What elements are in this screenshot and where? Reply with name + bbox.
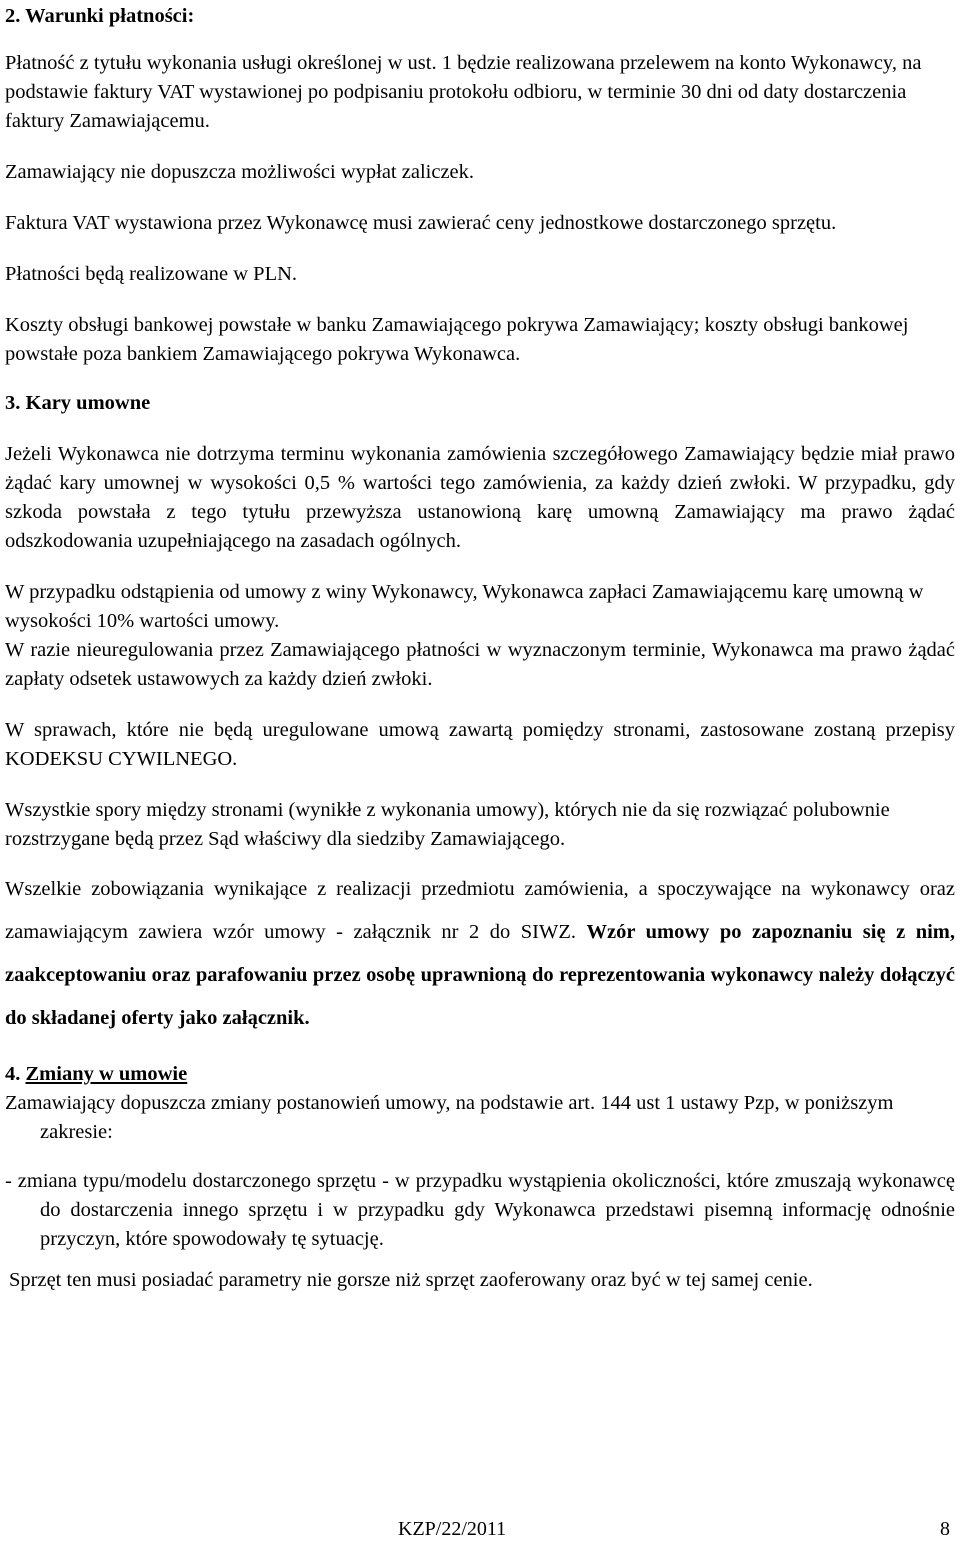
payment-terms-paragraph: Płatność z tytułu wykonania usługi określonej w ust. 1 będzie realizowana przelewem na konto Wykonawcy, na podstawie faktury VAT wystawionej po podpisaniu protokołu odbioru, w terminie 30 dni od daty dostarczenia faktury Zamawiającemu. — [5, 52, 922, 132]
section-3-heading: 3. Kary umowne — [5, 392, 151, 414]
withdrawal-penalty-paragraph: W przypadku odstąpienia od umowy z winy Wykonawcy, Wykonawca zapłaci Zamawiającemu karę umowną w wysokości 10% wartości umowy. — [5, 581, 924, 632]
changes-bullet-item: - zmiana typu/modelu dostarczonego sprzętu - w przypadku wystąpienia okoliczności, które zmuszają wykonawcę do dostarczenia innego sprzętu i w przypadku gdy Wykonawca przedstawi pisemną informację odnośnie przyczyn, które spowodowały tę sytuację. — [5, 1170, 955, 1250]
obligations-text: Wszelkie zobowiązania wynikające z realizacji przedmiotu zamówienia, a spoczywające na wykonawcy oraz zamawiającym zawiera wzór umowy - załącznik nr 2 do SIWZ. — [5, 878, 955, 943]
document-code: KZP/22/2011 — [398, 1518, 507, 1540]
document-page — [5, 0, 955, 1295]
interest-paragraph: W razie nieuregulowania przez Zamawiającego płatności w wyznaczonym terminie, Wykonawca ma prawo żądać zapłaty odsetek ustawowych za każdy dzień zwłoki. — [5, 639, 955, 690]
no-advance-paragraph: Zamawiający nie dopuszcza możliwości wypłat zaliczek. — [5, 161, 475, 183]
changes-closing-paragraph: Sprzęt ten musi posiadać parametry nie gorsze niż sprzęt zaoferowany oraz być w tej samej cenie. — [9, 1269, 813, 1291]
changes-intro-paragraph: Zamawiający dopuszcza zmiany postanowień umowy, na podstawie art. 144 ust 1 ustawy Pzp, w poniższym zakresie: — [5, 1092, 894, 1143]
penalty-paragraph: Jeżeli Wykonawca nie dotrzyma terminu wykonania zamówienia szczegółowego Zamawiający będzie miał prawo żądać kary umownej w wysokości 0,5 % wartości tego zamówienia, za każdy dzień zwłoki. W przypadku, gdy szkoda powstała z tego tytułu przewyższa ustanowioną karę umowną Zamawiający ma prawo żądać odszkodowania uzupełniającego na zasadach ogólnych. — [5, 443, 955, 552]
page-footer — [0, 1515, 950, 1545]
civil-code-paragraph: W sprawach, które nie będą uregulowane umową zawartą pomiędzy stronami, zastosowane zostaną przepisy KODEKSU CYWILNEGO. — [5, 719, 955, 770]
page-number: 8 — [940, 1518, 950, 1540]
section-4-number: 4. — [5, 1063, 21, 1085]
section-2-heading: 2. Warunki płatności: — [5, 5, 195, 27]
section-4-title: Zmiany w umowie — [25, 1063, 188, 1085]
pln-paragraph: Płatności będą realizowane w PLN. — [5, 263, 298, 285]
obligations-paragraph — [5, 868, 955, 1040]
bank-costs-paragraph: Koszty obsługi bankowej powstałe w banku Zamawiającego pokrywa Zamawiający; koszty obsługi bankowej powstałe poza bankiem Zamawiającego pokrywa Wykonawca. — [5, 314, 909, 365]
disputes-paragraph: Wszystkie spory między stronami (wynikłe z wykonania umowy), których nie da się rozwiązać polubownie rozstrzygane będą przez Sąd właściwy dla siedziby Zamawiającego. — [5, 799, 890, 850]
obligations-bold-text: Wzór umowy po zapoznaniu się z nim, zaakceptowaniu oraz parafowaniu przez osobę uprawnioną do reprezentowania wykonawcy należy dołączyć do składanej oferty jako załącznik. — [5, 921, 955, 1029]
section-4-heading — [5, 1060, 955, 1089]
vat-invoice-paragraph: Faktura VAT wystawiona przez Wykonawcę musi zawierać ceny jednostkowe dostarczonego sprzętu. — [5, 212, 837, 234]
